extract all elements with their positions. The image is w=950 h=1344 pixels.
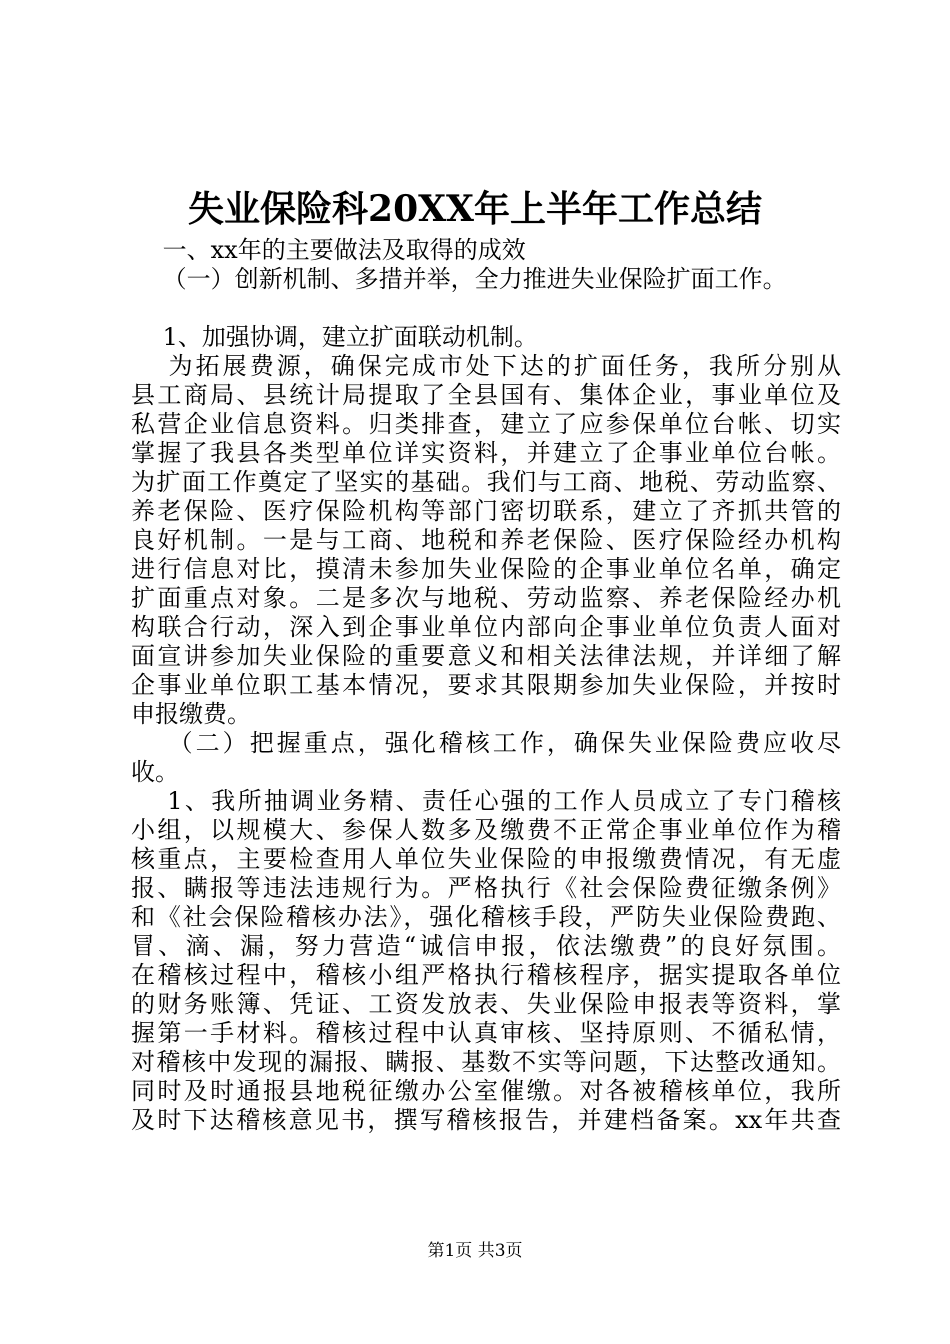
paragraph-line: 在稽核过程中，稽核小组严格执行稽核程序，据实提取各单位 <box>131 961 841 989</box>
paragraph-line: 面宣讲参加失业保险的重要意义和相关法律法规，并详细了解 <box>131 642 841 670</box>
paragraph-line: 构联合行动，深入到企事业单位内部向企事业单位负责人面对 <box>131 613 841 641</box>
section-heading: 一、xx年的主要做法及取得的成效 <box>131 236 526 264</box>
paragraph-line: 及时下达稽核意见书，撰写稽核报告，并建档备案。xx年共查 <box>131 1106 841 1134</box>
paragraph-line: 1、我所抽调业务精、责任心强的工作人员成立了专门稽核 <box>131 787 841 815</box>
paragraph-line: 为拓展费源，确保完成市处下达的扩面任务，我所分别从 <box>131 352 841 380</box>
subsection-heading: 收。 <box>131 758 179 786</box>
paragraph-line: 扩面重点对象。二是多次与地税、劳动监察、养老保险经办机 <box>131 584 841 612</box>
paragraph-line: 掌握了我县各类型单位详实资料，并建立了企事业单位台帐。 <box>131 439 841 467</box>
paragraph-line: 握第一手材料。稽核过程中认真审核、坚持原则、不循私情， <box>131 1019 841 1047</box>
paragraph-line: 为扩面工作奠定了坚实的基础。我们与工商、地税、劳动监察、 <box>131 468 841 496</box>
paragraph-line: 良好机制。一是与工商、地税和养老保险、医疗保险经办机构 <box>131 526 841 554</box>
paragraph-line: 报、瞒报等违法违规行为。严格执行《社会保险费征缴条例》 <box>131 874 841 902</box>
paragraph-line: 进行信息对比，摸清未参加失业保险的企事业单位名单，确定 <box>131 555 841 583</box>
document-title: 失业保险科20XX年上半年工作总结 <box>188 188 762 230</box>
paragraph-line: 县工商局、县统计局提取了全县国有、集体企业，事业单位及 <box>131 381 841 409</box>
paragraph-line: 小组，以规模大、参保人数多及缴费不正常企事业单位作为稽 <box>131 816 841 844</box>
subsection-heading: （一）创新机制、多措并举，全力推进失业保险扩面工作。 <box>131 265 787 293</box>
blank-line <box>131 294 841 323</box>
page-number-footer: 第1页 共3页 <box>427 1241 523 1261</box>
paragraph-line: 私营企业信息资料。归类排查，建立了应参保单位台帐、切实 <box>131 410 841 438</box>
paragraph-line: 对稽核中发现的漏报、瞒报、基数不实等问题，下达整改通知。 <box>131 1048 841 1076</box>
paragraph-line: 养老保险、医疗保险机构等部门密切联系，建立了齐抓共管的 <box>131 497 841 525</box>
paragraph-line: 企事业单位职工基本情况，要求其限期参加失业保险，并按时 <box>131 671 841 699</box>
subsection-heading: （二）把握重点，强化稽核工作，确保失业保险费应收尽 <box>131 729 841 757</box>
document-body <box>131 236 841 1135</box>
paragraph-line: 的财务账簿、凭证、工资发放表、失业保险申报表等资料，掌 <box>131 990 841 1018</box>
paragraph-line: 冒、滴、漏，努力营造“诚信申报，依法缴费”的良好氛围。 <box>131 932 841 960</box>
item-heading: 1、加强协调，建立扩面联动机制。 <box>131 323 538 351</box>
paragraph-line: 和《社会保险稽核办法》，强化稽核手段，严防失业保险费跑、 <box>131 903 841 931</box>
paragraph-line: 核重点，主要检查用人单位失业保险的申报缴费情况，有无虚 <box>131 845 841 873</box>
paragraph-line: 同时及时通报县地税征缴办公室催缴。对各被稽核单位，我所 <box>131 1077 841 1105</box>
paragraph-line: 申报缴费。 <box>131 700 251 728</box>
